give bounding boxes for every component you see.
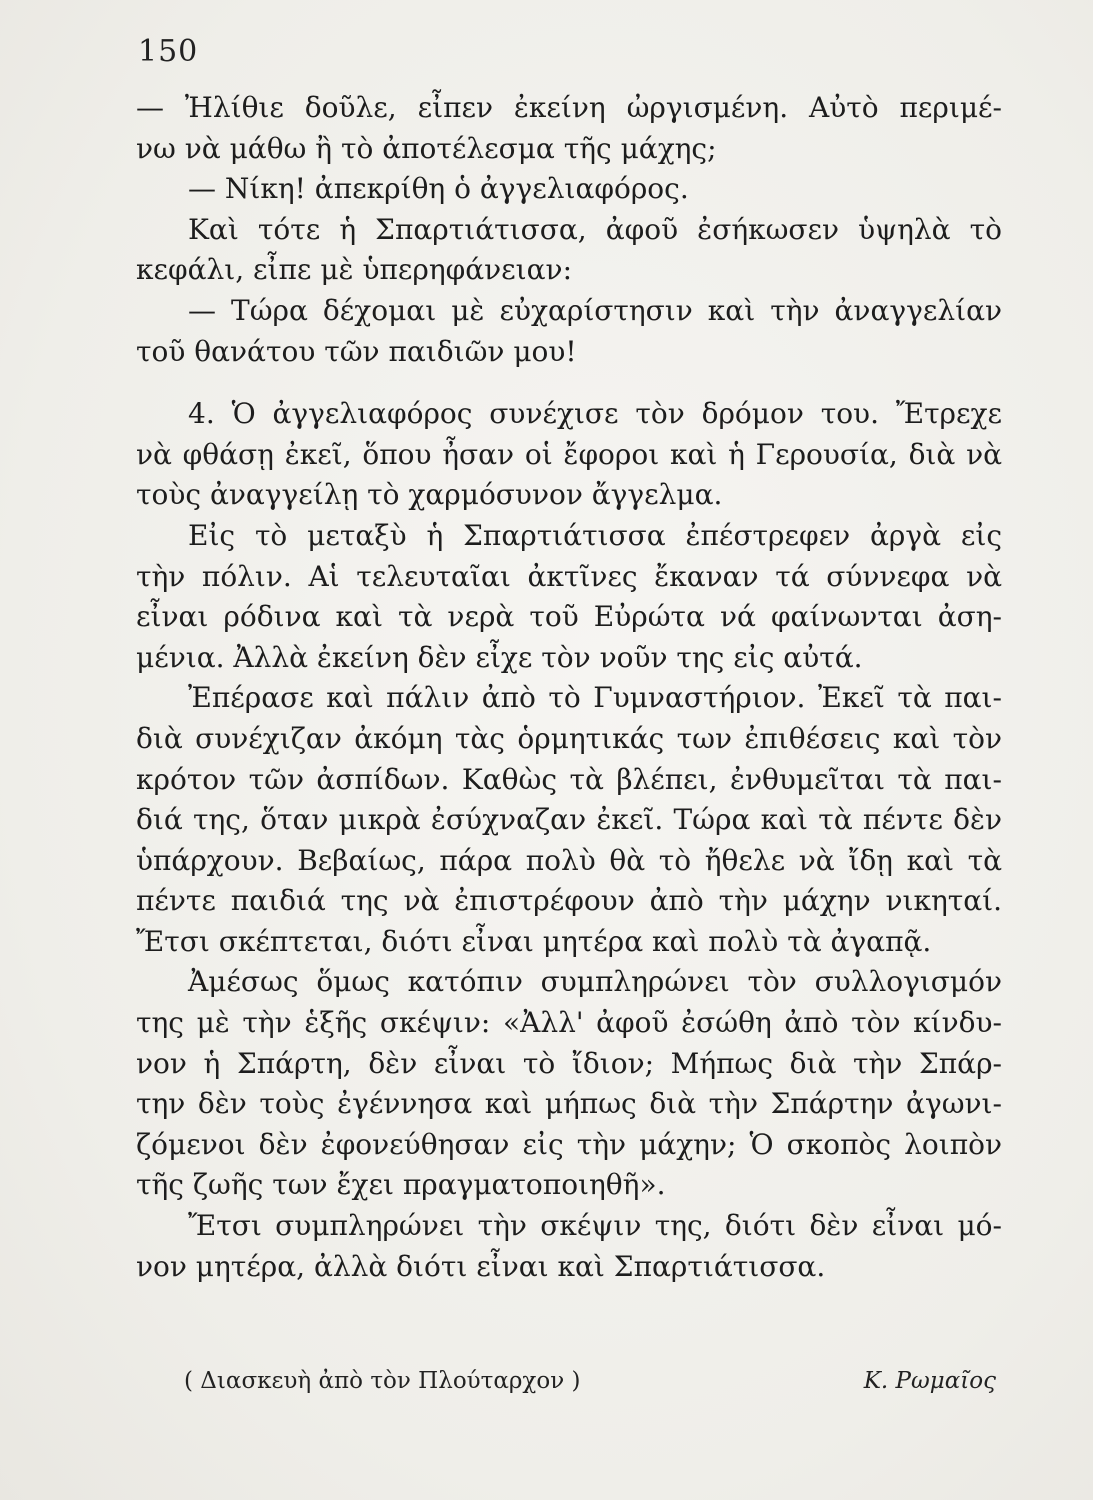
text-line: — Τώρα δέχομαι μὲ εὐχαρίστησιν καὶ τὴν ἀναγγελίαν <box>188 293 1002 327</box>
text-line: κρότον τῶν ἀσπίδων. Καθὼς τὰ βλέπει, ἐνθυμεῖται τὰ παι- <box>136 762 1002 796</box>
text-line: Ἔτσι σκέπτεται, διότι εἶναι μητέρα καὶ πολὺ τὰ ἀγαπᾷ. <box>136 924 932 958</box>
text-line: μένια. Ἀλλὰ ἐκείνη δὲν εἶχε τὸν νοῦν της εἰς αὐτά. <box>136 640 863 674</box>
text-line: 4. Ὁ ἀγγελιαφόρος συνέχισε τὸν δρόμον του. Ἔτρεχε <box>188 397 1002 431</box>
text-line: Καὶ τότε ἡ Σπαρτιάτισσα, ἀφοῦ ἐσήκωσεν ὑψηλὰ τὸ <box>188 212 1002 246</box>
main-text <box>136 88 1002 1287</box>
text-line: νω νὰ μάθω ἢ τὸ ἀποτέλεσμα τῆς μάχης; <box>136 131 717 165</box>
text-line: Ἐπέρασε καὶ πάλιν ἀπὸ τὸ Γυμναστήριον. Ἐκεῖ τὰ παι- <box>188 681 1002 715</box>
text-line: — Ἠλίθιε δοῦλε, εἶπεν ἐκείνη ὠργισμένη. Αὐτὸ περιμέ- <box>136 91 1002 124</box>
text-line: Ἔτσι συμπληρώνει τὴν σκέψιν της, διότι δὲν εἶναι μό- <box>188 1209 1002 1243</box>
text-line: νὰ φθάσῃ ἐκεῖ, ὅπου ἦσαν οἱ ἔφοροι καὶ ἡ Γερουσία, διὰ νὰ <box>136 437 1002 471</box>
text-line: της μὲ τὴν ἑξῆς σκέψιν: «Ἀλλ' ἀφοῦ ἐσώθη ἀπὸ τὸν κίνδυ- <box>136 1006 1002 1040</box>
text-line: ζόμενοι δὲν ἐφονεύθησαν εἰς τὴν μάχην; Ὁ σκοπὸς λοιπὸν <box>136 1127 1002 1161</box>
text-line: τοῦ θανάτου τῶν παιδιῶν μου! <box>136 334 577 368</box>
page-number: 150 <box>138 34 199 69</box>
author-name: Κ. Ρωμαῖος <box>863 1368 996 1394</box>
text-line: πέντε παιδιά της νὰ ἐπιστρέφουν ἀπὸ τὴν μάχην νικηταί. <box>136 884 1002 918</box>
text-line: διὰ συνέχιζαν ἀκόμη τὰς ὁρμητικάς των ἐπιθέσεις καὶ τὸν <box>136 721 1002 755</box>
text-line: Εἰς τὸ μεταξὺ ἡ Σπαρτιάτισσα ἐπέστρεφεν ἀργὰ εἰς <box>188 518 1002 552</box>
text-line: τῆς ζωῆς των ἔχει πραγματοποιηθῆ». <box>136 1168 666 1202</box>
text-line: εἶναι ρόδινα καὶ τὰ νερὰ τοῦ Εὐρώτα νά φαίνωνται ἀση- <box>136 600 1002 634</box>
paragraph-gap <box>136 372 1002 394</box>
text-line: κεφάλι, εἶπε μὲ ὑπερηφάνειαν: <box>136 253 573 287</box>
text-line: Ἀμέσως ὅμως κατόπιν συμπληρώνει τὸν συλλογισμόν <box>188 965 1002 999</box>
text-line: την δὲν τοὺς ἐγέννησα καὶ μήπως διὰ τὴν Σπάρτην ἀγωνι- <box>136 1087 1002 1121</box>
text-line: ὑπάρχουν. Βεβαίως, πάρα πολὺ θὰ τὸ ἤθελε νὰ ἴδῃ καὶ τὰ <box>136 843 1002 877</box>
text-line: διά της, ὅταν μικρὰ ἐσύχναζαν ἐκεῖ. Τώρα καὶ τὰ πέντε δὲν <box>136 803 1002 837</box>
text-line: — Νίκη! ἀπεκρίθη ὁ ἀγγελιαφόρος. <box>188 172 689 206</box>
text-line: νον μητέρα, ἀλλὰ διότι εἶναι καὶ Σπαρτιάτισσα. <box>136 1249 826 1283</box>
source-note: ( Διασκευὴ ἀπὸ τὸν Πλούταρχον ) <box>184 1368 581 1394</box>
text-line: τὴν πόλιν. Αἱ τελευταῖαι ἀκτῖνες ἔκαναν τά σύννεφα νὰ <box>136 559 1002 593</box>
text-line: νον ἡ Σπάρτη, δὲν εἶναι τὸ ἴδιον; Μήπως διὰ τὴν Σπάρ- <box>136 1046 1002 1080</box>
text-line: τοὺς ἀναγγείλῃ τὸ χαρμόσυνον ἄγγελμα. <box>136 478 723 512</box>
